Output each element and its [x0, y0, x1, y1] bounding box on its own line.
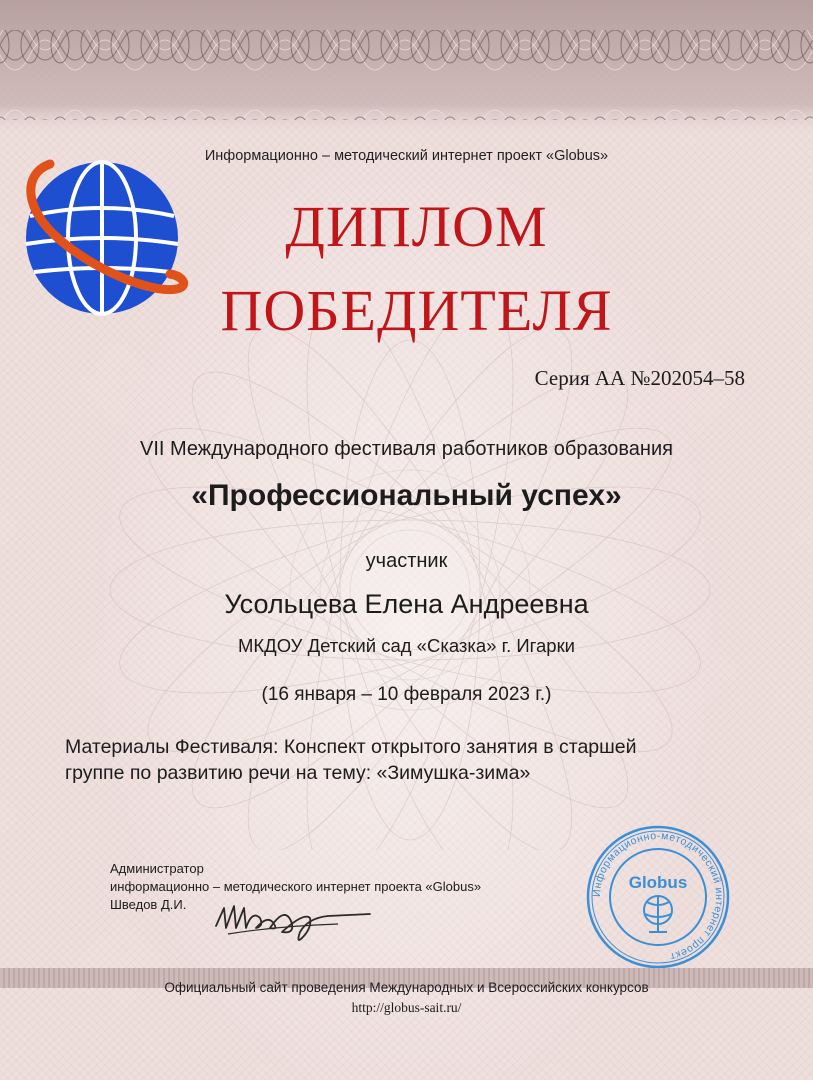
- footer-url: http://globus-sait.ru/: [351, 1000, 462, 1015]
- footer-text: Официальный сайт проведения Международных и Всероссийских конкурсов: [164, 980, 649, 995]
- stamp-center-text: Globus: [628, 873, 688, 892]
- guilloche-border-top: [0, 0, 813, 140]
- participant-name: Усольцева Елена Андреевна: [224, 589, 589, 619]
- project-line: Информационно – методический интернет проект «Globus»: [204, 148, 609, 164]
- festival-dates: (16 января – 10 февраля 2023 г.): [261, 684, 552, 705]
- festival-line: VII Международного фестиваля работников образования: [140, 438, 673, 460]
- materials-description: [65, 734, 765, 787]
- admin-role: Администратор: [110, 861, 204, 876]
- diploma-subtitle: ПОБЕДИТЕЛЯ: [220, 278, 613, 343]
- stamp-ring-text: Информационно-методический интернет проект: [590, 829, 726, 963]
- materials-line-1: Материалы Фестиваля: Конспект открытого занятия в старшей: [65, 736, 637, 758]
- diploma-title: ДИПЛОМ: [285, 194, 548, 259]
- globus-stamp-icon: [583, 822, 733, 972]
- materials-line-2: группе по развитию речи на тему: «Зимушка-зима»: [65, 762, 531, 785]
- participant-label: участник: [365, 550, 448, 572]
- series-number: Серия АА №202054–58: [534, 366, 745, 390]
- admin-name: Шведов Д.И.: [110, 897, 187, 913]
- festival-name: «Профессиональный успех»: [191, 479, 622, 512]
- organization: МКДОУ Детский сад «Сказка» г. Игарки: [237, 635, 576, 656]
- signature-icon: [208, 888, 378, 948]
- admin-project: информационно – методического интернет проекта «Globus»: [110, 879, 482, 895]
